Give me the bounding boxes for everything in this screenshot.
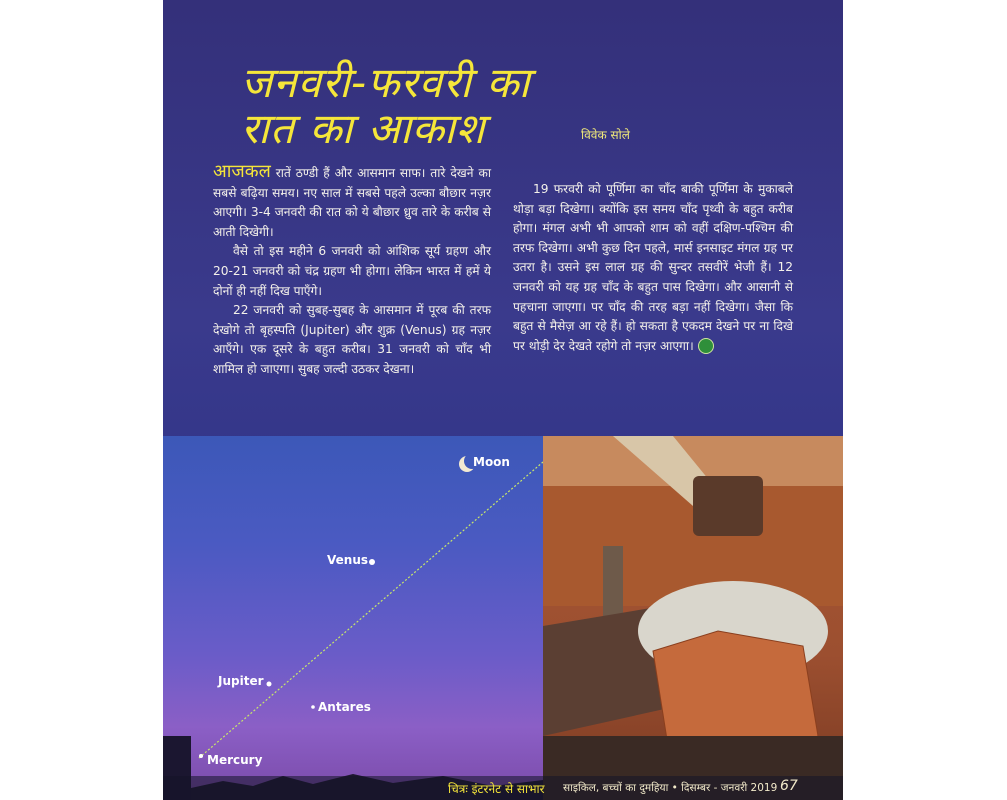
label-moon: Moon xyxy=(473,455,510,469)
paragraph-text: रातें ठण्डी हैं और आसमान साफ। तारे देखने का सबसे बढ़िया समय। नए साल में सबसे पहले उल्का बौछार नज़र आएगी। 3-4 जनवरी की रात को ये बौछार ध्रुव तारे के करीब से आती दिखेगी। xyxy=(213,166,491,239)
magazine-info: साइकिल, बच्चों का दुमहिया • दिसम्बर - जनवरी 2019 xyxy=(563,782,778,794)
article-title xyxy=(241,60,531,152)
arm-grapple xyxy=(693,476,763,536)
jupiter-dot xyxy=(267,682,272,687)
end-mark-icon xyxy=(698,338,714,354)
page-number: 67 xyxy=(780,778,798,794)
ecliptic-line xyxy=(199,462,543,758)
lead-word: आजकल xyxy=(213,161,271,182)
lander-illustration xyxy=(543,436,843,800)
label-mercury: Mercury xyxy=(207,753,263,767)
antares-dot xyxy=(311,705,315,709)
paragraph xyxy=(513,180,793,356)
right-text-column xyxy=(513,180,793,356)
mars-insight-photo xyxy=(543,436,843,800)
paragraph: वैसे तो इस महीने 6 जनवरी को आंशिक सूर्य ग्रहण और 20-21 जनवरी को चंद्र ग्रहण भी होगा। लेकिन भारत में हमें ये दोनों ही नहीं दिख पाएँगे। xyxy=(213,244,491,298)
paragraph xyxy=(213,162,491,242)
label-antares: Antares xyxy=(318,700,371,714)
label-jupiter: Jupiter xyxy=(218,674,264,688)
mercury-dot xyxy=(199,754,203,758)
title-line-1: जनवरी-फरवरी का xyxy=(241,58,531,107)
paragraph-text: 19 फरवरी को पूर्णिमा का चाँद बाकी पूर्णिमा के मुकाबले थोड़ा बड़ा दिखेगा। क्योंकि इस समय चाँद पृथ्वी के बहुत करीब होगा। मंगल अभी भी आपको शाम को वहीं दक्षिण-पश्चिम की तरफ दिखेगा। अभी कुछ दिन पहले, मार्स इनसाइट मंगल ग्रह पर उतरा है। उसने इस लाल ग्रह की सुन्दर तसवीरें भेजी हैं। 12 जनवरी को यह ग्रह चाँद के बहुत पास दिखेगा। और आसानी से पहचाना जाएगा। पर चाँद की तरह बड़ा नहीं दिखेगा। जैसा कि बहुत से मैसेज़ आ रहे हैं। हो सकता है एकदम देखने पर ना दिखे पर थोड़ी देर देखते रहोगे तो नज़र आएगा। xyxy=(513,182,793,353)
author-name: विवेक सोले xyxy=(581,128,630,142)
left-text-column xyxy=(213,162,491,380)
venus-dot xyxy=(369,559,375,565)
label-venus: Venus xyxy=(327,553,368,567)
magazine-page xyxy=(163,0,843,800)
paragraph: 22 जनवरी को सुबह-सुबह के आसमान में पूरब की तरफ देखोगे तो बृहस्पति (Jupiter) और शुक्र (Venus) ग्रह नज़र आएँगे। एक दूसरे के बहुत करीब। 31 जनवरी को चाँद भी शामिल हो जाएगा। सुबह जल्दी उठकर देखना। xyxy=(213,303,491,376)
image-credit: चित्रः इंटरनेट से साभार xyxy=(448,782,545,796)
title-line-2: रात का आकाश xyxy=(241,104,486,153)
